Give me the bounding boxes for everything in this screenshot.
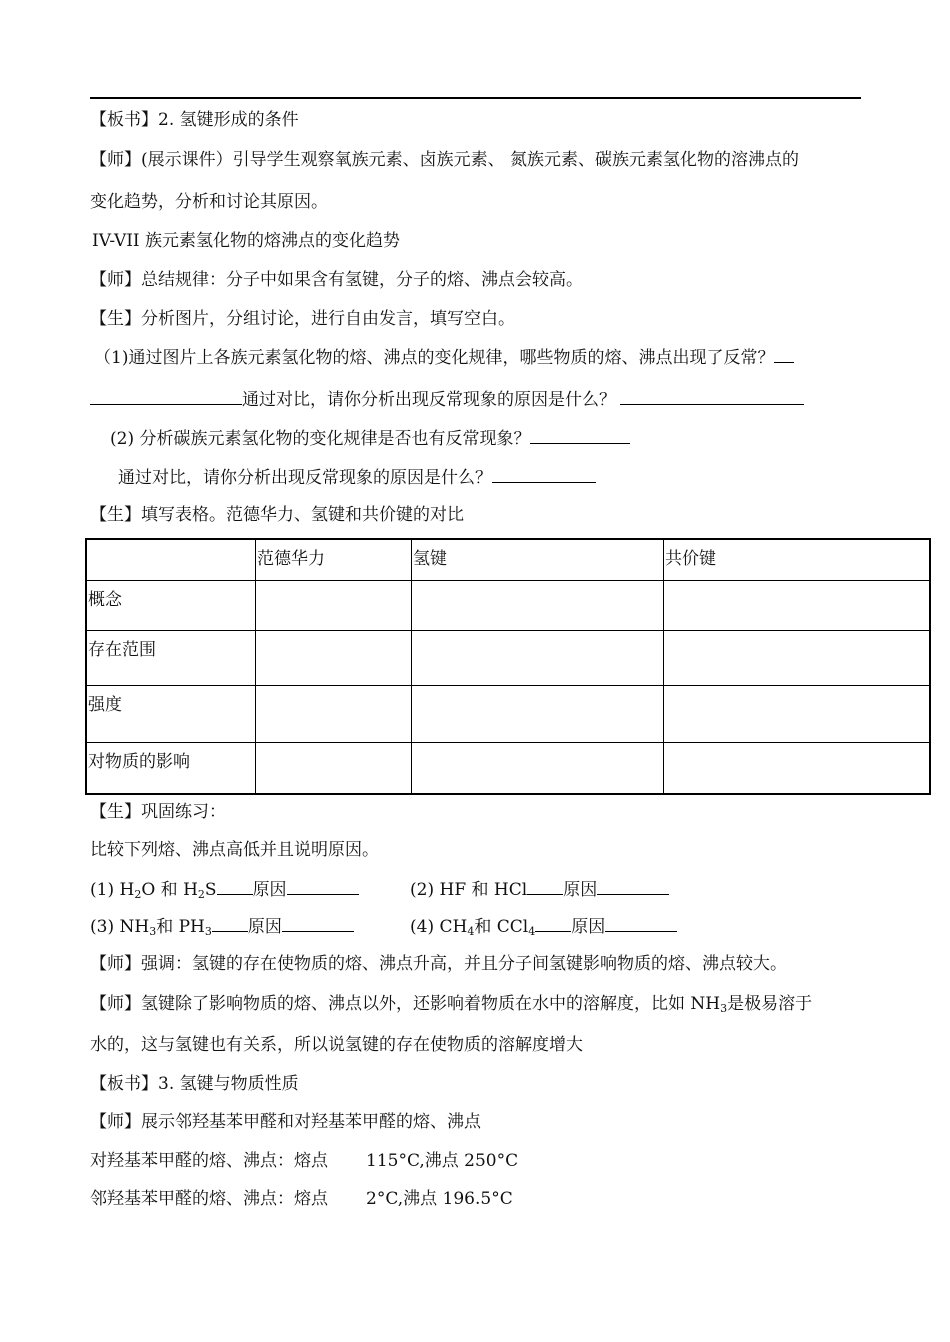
subscript: 3	[720, 1002, 728, 1015]
exercise-label: (2)	[410, 880, 435, 900]
formula-part: 和 CCl	[474, 917, 529, 937]
exercise-label: (1)	[90, 880, 115, 900]
teacher-solubility-line-1	[90, 992, 812, 1016]
row-label: 对物质的影响	[86, 742, 256, 794]
table-cell[interactable]	[664, 630, 931, 685]
question-1-line-1	[94, 345, 794, 370]
answer-blank[interactable]	[620, 387, 804, 405]
formula-part: O 和 H	[141, 880, 198, 900]
formula-part: 和 PH	[156, 917, 205, 937]
table-cell[interactable]	[412, 630, 664, 685]
table-header-cell: 范德华力	[256, 539, 412, 580]
exercise-label: (4)	[410, 917, 435, 937]
table-cell[interactable]	[256, 742, 412, 794]
formula-part: S	[204, 880, 217, 900]
question-2-text: (2) 分析碳族元素氢化物的变化规律是否也有反常现象？	[110, 429, 531, 449]
answer-blank[interactable]	[287, 877, 359, 895]
table-row	[86, 685, 930, 742]
formula-part: NH	[119, 917, 150, 937]
answer-blank[interactable]	[605, 914, 677, 932]
answer-blank[interactable]	[530, 426, 630, 444]
exercise-1	[90, 877, 359, 902]
teacher-instruction-line-1: 【师】(展示课件）引导学生观察氧族元素、卤族元素、 氮族元素、碳族元素氢化物的溶沸点的	[90, 150, 800, 170]
exercise-label: (3)	[90, 917, 115, 937]
header-rule	[90, 97, 861, 99]
teacher-instruction-line-2: 变化趋势，分析和讨论其原因。	[90, 192, 328, 212]
reason-label: 原因	[247, 917, 282, 937]
table-header-cell: 共价键	[664, 539, 931, 580]
figure-caption: IV-VII 族元素氢化物的熔沸点的变化趋势	[92, 231, 401, 251]
comparison-table	[85, 538, 931, 795]
formula-part: CH	[439, 917, 468, 937]
teacher-show-compounds: 【师】展示邻羟基苯甲醛和对羟基苯甲醛的熔、沸点	[90, 1112, 481, 1132]
subscript: 3	[204, 925, 212, 938]
table-cell[interactable]	[664, 685, 931, 742]
student-table-instruction: 【生】填写表格。范德华力、氢键和共价键的对比	[90, 505, 464, 525]
question-2-line-2	[118, 465, 596, 490]
table-header-cell	[86, 539, 256, 580]
row-label: 存在范围	[86, 630, 256, 685]
table-cell[interactable]	[256, 630, 412, 685]
compound-values: 115°C,沸点 250°C	[366, 1151, 519, 1171]
table-row	[86, 630, 930, 685]
reason-label: 原因	[252, 880, 287, 900]
teacher-solubility-line-2: 水的，这与氢键也有关系，所以说氢键的存在使物质的溶解度增大	[90, 1035, 583, 1055]
teacher-emphasis: 【师】强调：氢键的存在使物质的熔、沸点升高，并且分子间氢键影响物质的熔、沸点较大。	[90, 954, 787, 974]
table-row	[86, 742, 930, 794]
teacher-summary: 【师】总结规律：分子中如果含有氢键，分子的熔、沸点会较高。	[90, 270, 583, 290]
subscript: 4	[528, 925, 536, 938]
student-practice: 【生】巩固练习：	[90, 802, 226, 822]
table-cell[interactable]	[256, 580, 412, 630]
answer-blank[interactable]	[774, 345, 794, 363]
question-1-text: （1)通过图片上各族元素氢化物的熔、沸点的变化规律，哪些物质的熔、沸点出现了反常？	[94, 348, 775, 368]
question-2-followup: 通过对比，请你分析出现反常现象的原因是什么？	[118, 468, 492, 488]
answer-blank[interactable]	[282, 914, 354, 932]
table-header-cell: 氢键	[412, 539, 664, 580]
answer-blank[interactable]	[597, 877, 669, 895]
question-1-line-2	[90, 387, 804, 412]
table-cell[interactable]	[664, 580, 931, 630]
answer-blank[interactable]	[527, 877, 563, 895]
table-cell[interactable]	[412, 685, 664, 742]
table-cell[interactable]	[412, 742, 664, 794]
row-label: 概念	[86, 580, 256, 630]
row-label: 强度	[86, 685, 256, 742]
subscript: 4	[467, 925, 475, 938]
reason-label: 原因	[563, 880, 598, 900]
table-cell[interactable]	[664, 742, 931, 794]
ortho-compound-data	[90, 1187, 513, 1211]
answer-blank[interactable]	[90, 387, 242, 405]
answer-blank[interactable]	[492, 465, 596, 483]
text: 是极易溶于	[727, 994, 813, 1014]
reason-label: 原因	[571, 917, 606, 937]
table-cell[interactable]	[256, 685, 412, 742]
subscript: 3	[149, 925, 157, 938]
exercise-3	[90, 914, 354, 939]
subscript: 2	[197, 888, 205, 901]
para-compound-data	[90, 1149, 518, 1173]
formula-part: H	[119, 880, 135, 900]
table-cell[interactable]	[412, 580, 664, 630]
exercise-4	[410, 914, 677, 939]
compound-label: 邻羟基苯甲醛的熔、沸点：熔点	[90, 1189, 328, 1209]
heading-hydrogen-bond-properties: 【板书】3. 氢键与物质性质	[90, 1074, 299, 1094]
question-2-line-1	[110, 426, 630, 451]
exercise-intro: 比较下列熔、沸点高低并且说明原因。	[90, 840, 379, 860]
formula-part: HF 和 HCl	[439, 880, 528, 900]
subscript: 2	[134, 888, 142, 901]
text: 【师】氢键除了影响物质的熔、沸点以外，还影响着物质在水中的溶解度，比如 NH	[90, 994, 721, 1014]
heading-hydrogen-bond-conditions: 【板书】2. 氢键形成的条件	[90, 110, 299, 130]
answer-blank[interactable]	[217, 877, 253, 895]
exercise-2	[410, 877, 669, 902]
question-1-followup: 通过对比，请你分析出现反常现象的原因是什么？	[242, 390, 616, 410]
student-discussion: 【生】分析图片，分组讨论，进行自由发言，填写空白。	[90, 309, 515, 329]
table-header-row	[86, 539, 930, 580]
compound-label: 对羟基苯甲醛的熔、沸点：熔点	[90, 1151, 328, 1171]
answer-blank[interactable]	[535, 914, 571, 932]
answer-blank[interactable]	[212, 914, 248, 932]
compound-values: 2°C,沸点 196.5°C	[366, 1189, 513, 1209]
table-row	[86, 580, 930, 630]
